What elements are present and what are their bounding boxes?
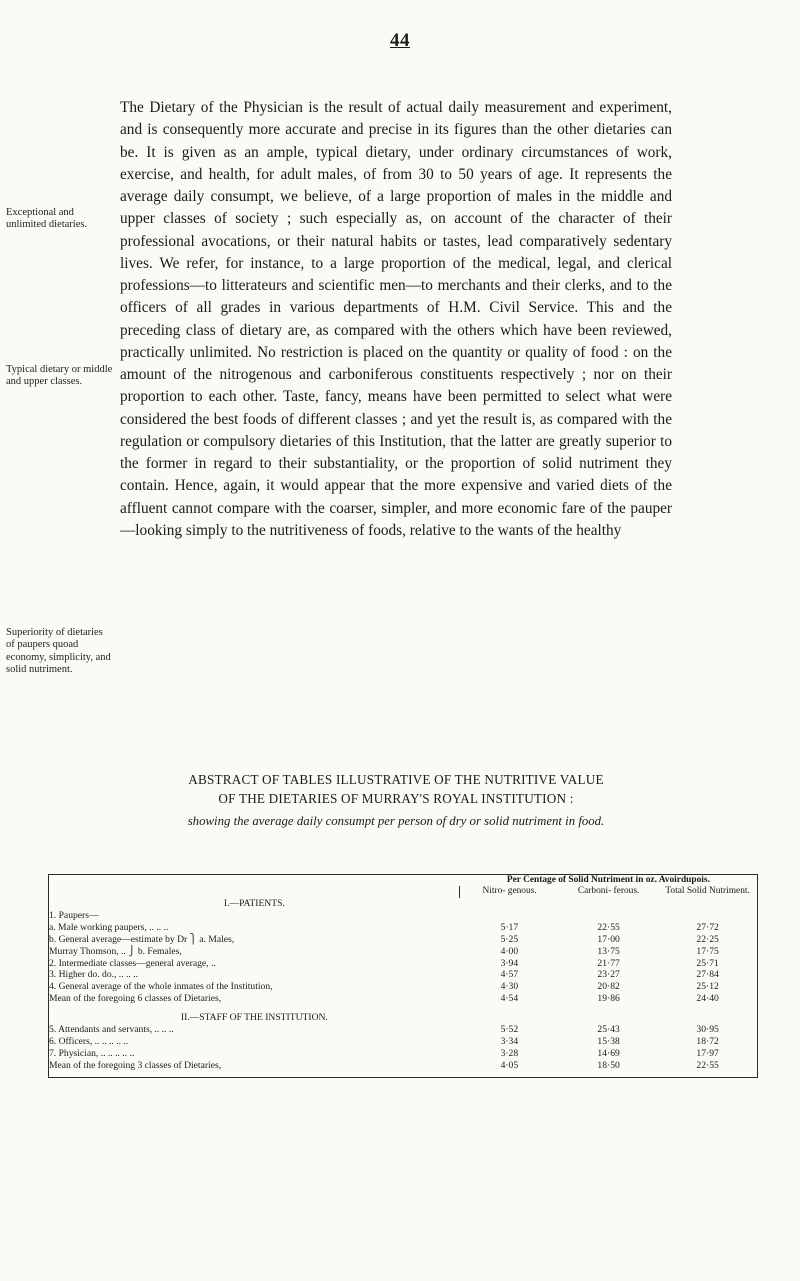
spacer-cell <box>559 1005 658 1012</box>
table-row <box>49 981 758 993</box>
table-body <box>49 898 758 1077</box>
header-total-solid: Total Solid Nutriment. <box>665 886 750 897</box>
row-nitrogenous: 5·17 <box>500 921 519 933</box>
table-row <box>49 958 758 970</box>
header-centage-span: Per Centage of Solid Nutriment in oz. Avoirdupois. <box>506 875 710 885</box>
page-number: 44 <box>390 30 410 51</box>
row-carboniferous: 20·82 <box>597 981 620 993</box>
spacer-cell <box>460 1072 559 1078</box>
row-carboniferous: 15·38 <box>597 1035 620 1047</box>
section-title-row-2 <box>49 1012 758 1024</box>
table-header-row-2 <box>49 886 758 898</box>
abstract-line-2: OF THE DIETARIES OF MURRAY'S ROYAL INSTITUTION : <box>218 791 574 807</box>
row-label: 5. Attendants and servants, .. .. .. <box>49 1024 174 1036</box>
spacer-cell <box>460 1012 559 1024</box>
row-label: b. General average—estimate by Dr ⎫ a. Males, <box>49 933 235 945</box>
row-label: a. Male working paupers, .. .. .. <box>49 921 169 933</box>
row-nitrogenous <box>460 910 559 922</box>
table-row <box>49 922 758 934</box>
spacer-cell <box>658 1005 757 1012</box>
row-label: Mean of the foregoing 6 classes of Dietaries, <box>49 993 222 1005</box>
row-nitrogenous: 3·94 <box>500 957 519 969</box>
body-text <box>120 97 672 542</box>
row-label: 2. Intermediate classes—general average, .. <box>49 957 216 969</box>
row-carboniferous: 19·86 <box>597 993 620 1005</box>
row-total: 22·25 <box>696 933 719 945</box>
row-total: 27·72 <box>696 921 719 933</box>
abstract-line-1: ABSTRACT OF TABLES ILLUSTRATIVE OF THE NUTRITIVE VALUE <box>188 772 604 787</box>
table-row <box>49 969 758 981</box>
table-row <box>49 1060 758 1072</box>
section-gap-row <box>49 1005 758 1012</box>
table-row <box>49 1048 758 1060</box>
table-row <box>49 1036 758 1048</box>
row-total: 25·12 <box>696 981 719 993</box>
marginal-note-2: Typical dietary or middle and upper classes. <box>6 364 113 388</box>
spacer-cell <box>460 898 559 910</box>
row-carboniferous: 23·27 <box>597 969 620 981</box>
abstract-heading <box>120 770 672 831</box>
row-total: 25·71 <box>696 957 719 969</box>
spacer-cell <box>460 1005 559 1012</box>
row-total <box>658 910 757 922</box>
row-total: 27·84 <box>696 969 719 981</box>
row-carboniferous: 14·69 <box>597 1047 620 1059</box>
section-title-staff: II.—STAFF OF THE INSTITUTION. <box>180 1012 328 1024</box>
row-total: 17·75 <box>696 945 719 957</box>
spacer-cell <box>658 1012 757 1024</box>
row-label: Mean of the foregoing 3 classes of Dietaries, <box>49 1059 222 1071</box>
row-carboniferous: 25·43 <box>597 1024 620 1036</box>
row-total: 30·95 <box>696 1024 719 1036</box>
spacer-cell <box>559 898 658 910</box>
table-row <box>49 910 758 922</box>
table-row <box>49 946 758 958</box>
table-row <box>49 934 758 946</box>
row-carboniferous <box>559 910 658 922</box>
row-carboniferous: 21·77 <box>597 957 620 969</box>
marginal-note-3: Superiority of dietaries of paupers quoad economy, simplicity, and solid nutriment. <box>6 627 111 676</box>
row-carboniferous: 22·55 <box>597 921 620 933</box>
row-label: 3. Higher do. do., .. .. .. <box>49 969 138 981</box>
header-carboniferous: Carboni- ferous. <box>577 886 640 897</box>
dietary-table <box>48 874 758 1078</box>
spacer-cell <box>559 1012 658 1024</box>
row-total: 18·72 <box>696 1035 719 1047</box>
table-row <box>49 1024 758 1036</box>
row-label: 7. Physician, .. .. .. .. .. <box>49 1047 135 1059</box>
row-nitrogenous: 4·57 <box>500 969 519 981</box>
row-carboniferous: 18·50 <box>597 1059 620 1071</box>
dietary-table-wrapper <box>48 874 758 1078</box>
row-total: 22·55 <box>696 1059 719 1071</box>
spacer-cell <box>658 898 757 910</box>
spacer-cell <box>49 1005 460 1012</box>
row-nitrogenous: 5·25 <box>500 933 519 945</box>
row-total: 17·97 <box>696 1047 719 1059</box>
row-carboniferous: 17·00 <box>597 933 620 945</box>
header-blank-cell-2 <box>49 886 460 898</box>
body-paragraph: The Dietary of the Physician is the result of actual daily measurement and experiment, and is consequently more accurate and precise in its figures than the other dietaries can be. It is given as an ample, typical dietary, under ordinary circumstances of work, exercise, and health, for adult males, of from 30 to 50 years of age. It represents the average daily consumpt, we believe, of a large proportion of males in the middle and upper classes of society ; such especially as, on account of the character of their professional avocations, or their natural habits or tastes, lead comparatively sedentary lives. We refer, for instance, to a large proportion of the medical, legal, and clerical professions—to litterateurs and scientific men—to merchants and their clerks, and to the officers of all grades in various departments of H.M. Civil Service. This and the preceding class of dietary are, as compared with the others which have been reviewed, practically unlimited. No restriction is placed on the quantity or quality of food : on the amount of the nitrogenous and carboniferous constituents respectively ; nor on their proportion to each other. Taste, fancy, means have been permitted to select what were considered the best foods of different classes ; and yet the result is, as compared with the regulation or compulsory dietaries of this Institution, that the latter are greatly superior to the former in regard to their substantiality, or the proportion of solid nutriment they contain. Hence, again, it would appear that the more expensive and varied diets of the affluent cannot compare with the coarser, simpler, and more economic fare of the pauper—looking simply to the nutritiveness of foods, relative to the wants of the healthy <box>120 99 672 539</box>
section-title-patients: I.—PATIENTS. <box>223 898 285 910</box>
abstract-line-3: showing the average daily consumpt per person of dry or solid nutriment in food. <box>187 814 605 829</box>
row-nitrogenous: 5·52 <box>500 1024 519 1036</box>
spacer-cell <box>559 1072 658 1078</box>
row-label: 4. General average of the whole inmates of the Institution, <box>49 981 273 993</box>
header-blank-cell <box>49 875 460 887</box>
row-nitrogenous: 3·28 <box>500 1047 519 1059</box>
row-nitrogenous: 4·05 <box>500 1059 519 1071</box>
table-header-row-1 <box>49 875 758 887</box>
marginal-note-1: Exceptional and unlimited dietaries. <box>6 207 88 231</box>
row-nitrogenous: 3·34 <box>500 1035 519 1047</box>
row-nitrogenous: 4·30 <box>500 981 519 993</box>
row-total: 24·40 <box>696 993 719 1005</box>
row-nitrogenous: 4·00 <box>500 945 519 957</box>
table-row <box>49 993 758 1005</box>
section-title-row-1 <box>49 898 758 910</box>
spacer-cell <box>49 1072 460 1078</box>
row-label: 1. Paupers— <box>49 910 99 922</box>
row-label: 6. Officers, .. .. .. .. .. <box>49 1035 129 1047</box>
row-label: Murray Thomson, .. ⎭ b. Females, <box>49 945 182 957</box>
row-carboniferous: 13·75 <box>597 945 620 957</box>
row-nitrogenous: 4·54 <box>500 993 519 1005</box>
spacer-cell <box>658 1072 757 1078</box>
table-foot-rule <box>49 1072 758 1078</box>
header-nitrogenous: Nitro- genous. <box>460 886 559 898</box>
